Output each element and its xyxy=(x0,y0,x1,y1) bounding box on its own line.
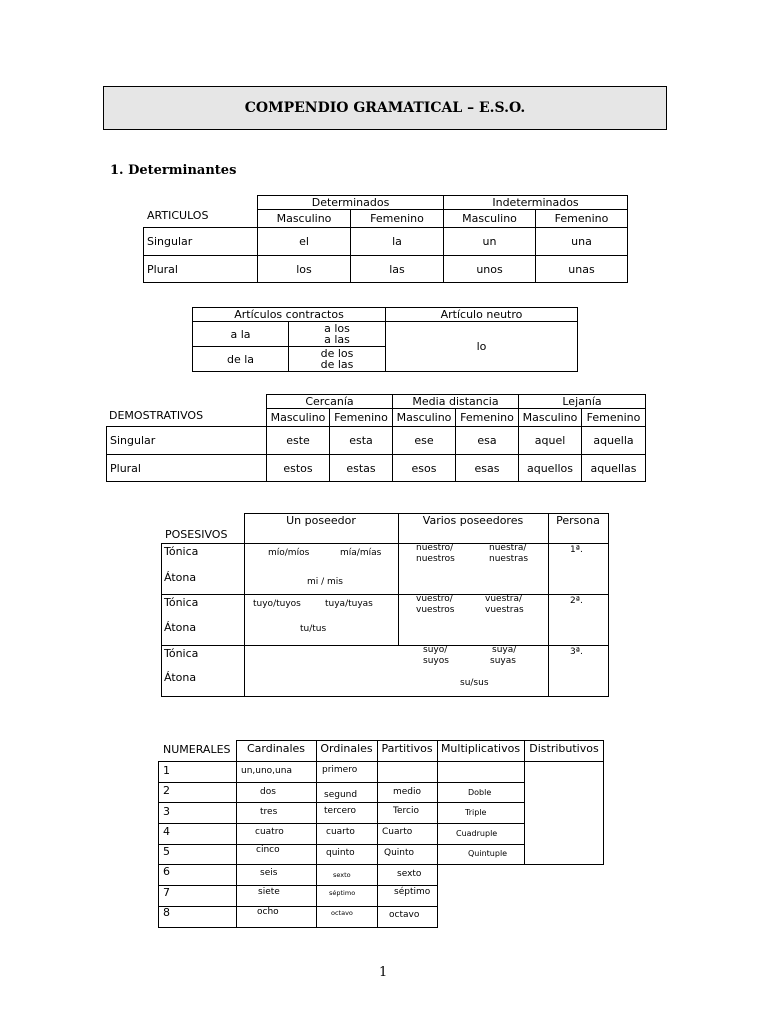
header-determinados: Determinados xyxy=(258,196,444,210)
cell: suyas xyxy=(490,656,516,666)
cell: Triple xyxy=(465,808,487,817)
header-neutro: Artículo neutro xyxy=(386,308,578,322)
cell-line: a las xyxy=(324,333,350,346)
cell: aquella xyxy=(582,427,646,455)
cell: vuestro/ xyxy=(416,594,453,604)
cell: tuya/tuyas xyxy=(325,599,373,609)
cell-line: de las xyxy=(320,358,354,371)
cell: sexto xyxy=(333,871,351,879)
cell: medio xyxy=(393,787,422,797)
header-multiplicativos: Multiplicativos xyxy=(440,742,521,755)
row-number: 5 xyxy=(163,845,170,858)
tonica-label: Tónica xyxy=(164,596,199,609)
cell: siete xyxy=(258,887,280,897)
cell: unos xyxy=(444,256,536,283)
table-row xyxy=(144,228,628,256)
cell: nuestros xyxy=(416,554,455,564)
cell: de la xyxy=(193,347,289,372)
cell: el xyxy=(258,228,351,256)
header-persona: Persona xyxy=(556,514,600,527)
row-number: 8 xyxy=(163,906,170,919)
cell: séptimo xyxy=(329,889,356,897)
cell: mi / mis xyxy=(307,577,343,587)
col-header: Femenino xyxy=(582,409,646,427)
demostrativos-label: DEMOSTRATIVOS xyxy=(109,409,204,422)
col-header: Masculino xyxy=(258,210,351,228)
cell: tercero xyxy=(324,806,357,816)
cell: octavo xyxy=(331,909,353,917)
col-header: Femenino xyxy=(456,409,519,427)
cell: nuestra/ xyxy=(489,543,527,553)
demostrativos-table xyxy=(106,394,646,482)
cell: aquel xyxy=(519,427,582,455)
cell: tuyo/tuyos xyxy=(253,599,301,609)
cell-neutro: lo xyxy=(386,322,578,372)
cell: cuatro xyxy=(255,827,284,837)
cell: dos xyxy=(260,787,276,797)
row-number: 6 xyxy=(163,865,170,878)
cell: ese xyxy=(393,427,456,455)
cell: unas xyxy=(536,256,628,283)
articulos-table xyxy=(143,195,628,283)
cell: la xyxy=(351,228,444,256)
table-row xyxy=(107,427,646,455)
cell: un,uno,una xyxy=(241,766,292,776)
atona-label: Átona xyxy=(164,671,197,684)
cell: estas xyxy=(330,455,393,482)
cell: esa xyxy=(456,427,519,455)
cell: cuarto xyxy=(326,827,355,837)
cell: tres xyxy=(260,807,278,817)
cell: cinco xyxy=(256,845,280,855)
header-varios-poseedores: Varios poseedores xyxy=(422,514,524,527)
row-number: 1 xyxy=(163,764,170,777)
cell: Quintuple xyxy=(468,849,508,858)
cell: los xyxy=(258,256,351,283)
cell: vuestra/ xyxy=(485,594,523,604)
numerales-table xyxy=(158,740,604,928)
cell: Cuarto xyxy=(382,827,413,837)
cell: segund xyxy=(324,790,358,800)
col-header: Masculino xyxy=(519,409,582,427)
row-number: 7 xyxy=(163,886,170,899)
col-header: Masculino xyxy=(267,409,330,427)
atona-label: Átona xyxy=(164,571,197,584)
cell: mía/mías xyxy=(340,548,382,558)
cell: primero xyxy=(322,765,358,775)
cell: este xyxy=(267,427,330,455)
col-header: Femenino xyxy=(351,210,444,228)
cell: tu/tus xyxy=(300,624,327,634)
row-label: Plural xyxy=(107,455,267,482)
row-number: 4 xyxy=(163,825,170,838)
cell-persona: 1ª. xyxy=(570,545,583,555)
row-number: 3 xyxy=(163,805,170,818)
row-label: Singular xyxy=(144,228,258,256)
cell-persona: 2ª. xyxy=(570,596,583,606)
table-row xyxy=(107,455,646,482)
header-ordinales: Ordinales xyxy=(320,742,373,755)
header-un-poseedor: Un poseedor xyxy=(286,514,356,527)
tonica-label: Tónica xyxy=(164,545,199,558)
cell: suya/ xyxy=(492,645,517,655)
cell: un xyxy=(444,228,536,256)
cell: esas xyxy=(456,455,519,482)
header-distributivos: Distributivos xyxy=(529,742,599,755)
cell: octavo xyxy=(389,910,420,920)
cell: séptimo xyxy=(394,887,431,897)
cell: Tercio xyxy=(393,806,419,816)
cell: nuestro/ xyxy=(416,543,454,553)
cell: mío/míos xyxy=(268,548,310,558)
posesivos-table xyxy=(161,513,609,697)
header-cercania: Cercanía xyxy=(267,395,393,409)
cell: una xyxy=(536,228,628,256)
numerales-label: NUMERALES xyxy=(163,743,231,756)
header-partitivos: Partitivos xyxy=(381,742,433,755)
cell: nuestras xyxy=(489,554,529,564)
header-indeterminados: Indeterminados xyxy=(444,196,628,210)
cell: Quinto xyxy=(384,848,415,858)
cell: estos xyxy=(267,455,330,482)
cell: su/sus xyxy=(460,678,489,688)
header-lejania: Lejanía xyxy=(519,395,646,409)
header-contractos: Artículos contractos xyxy=(193,308,386,322)
atona-label: Átona xyxy=(164,621,197,634)
row-number: 2 xyxy=(163,784,170,797)
col-header: Masculino xyxy=(444,210,536,228)
col-header: Femenino xyxy=(536,210,628,228)
table-row xyxy=(144,256,628,283)
cell xyxy=(289,322,386,347)
document-title: COMPENDIO GRAMATICAL – E.S.O. xyxy=(103,86,667,130)
header-media-distancia: Media distancia xyxy=(393,395,519,409)
section-title: 1. Determinantes xyxy=(110,163,237,178)
cell: esos xyxy=(393,455,456,482)
cell: ocho xyxy=(257,907,279,917)
header-cardinales: Cardinales xyxy=(246,742,306,755)
cell: vuestras xyxy=(485,605,524,615)
cell: aquellas xyxy=(582,455,646,482)
cell: esta xyxy=(330,427,393,455)
cell: vuestros xyxy=(416,605,455,615)
row-label: Singular xyxy=(107,427,267,455)
cell: las xyxy=(351,256,444,283)
cell: suyo/ xyxy=(423,645,448,655)
row-label: Plural xyxy=(144,256,258,283)
tonica-label: Tónica xyxy=(164,647,199,660)
cell: seis xyxy=(260,868,278,878)
cell-line: de los xyxy=(320,347,354,360)
page-number: 1 xyxy=(379,965,388,980)
contractos-table xyxy=(192,307,578,372)
cell: aquellos xyxy=(519,455,582,482)
cell: sexto xyxy=(397,869,422,879)
cell: a la xyxy=(193,322,289,347)
cell: suyos xyxy=(423,656,449,666)
cell-persona: 3ª. xyxy=(570,647,583,657)
col-header: Masculino xyxy=(393,409,456,427)
cell-line: a los xyxy=(324,322,350,335)
posesivos-label: POSESIVOS xyxy=(165,528,228,541)
cell xyxy=(289,347,386,372)
articulos-label: ARTICULOS xyxy=(147,209,209,222)
cell: Doble xyxy=(468,788,492,797)
cell: Cuadruple xyxy=(456,829,498,838)
cell: quinto xyxy=(326,848,355,858)
col-header: Femenino xyxy=(330,409,393,427)
